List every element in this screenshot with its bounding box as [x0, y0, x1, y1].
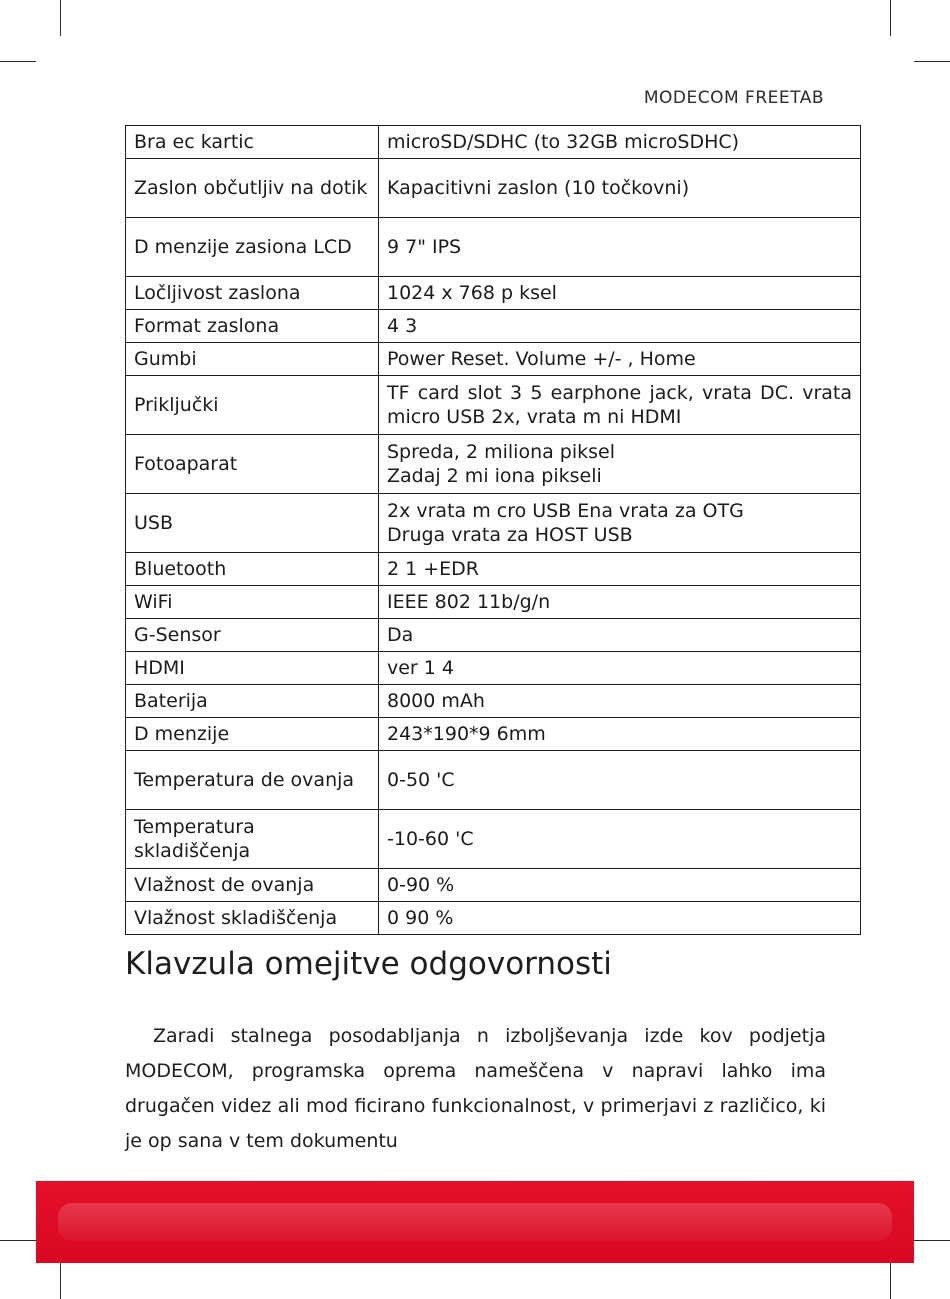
crop-mark-right-top [914, 61, 950, 62]
spec-label: Baterija [126, 685, 379, 718]
footer-band-highlight [58, 1203, 892, 1241]
spec-value-line: Druga vrata za HOST USB [387, 524, 633, 546]
spec-label: Fotoaparat [126, 435, 379, 494]
spec-value: 1024 x 768 p ksel [379, 277, 861, 310]
spec-value-line: Zadaj 2 mi iona pikseli [387, 465, 602, 487]
spec-value: Power Reset. Volume +/- , Home [379, 343, 861, 376]
spec-value: 8000 mAh [379, 685, 861, 718]
spec-value: 9 7" IPS [379, 218, 861, 277]
crop-mark-bottom-left [60, 1263, 61, 1299]
spec-value: 0 90 % [379, 902, 861, 935]
table-row [126, 586, 861, 619]
page-header-title: MODECOM FREETAB [643, 88, 824, 108]
spec-label: Zaslon občutljiv na dotik [126, 159, 379, 218]
table-row [126, 343, 861, 376]
spec-label: WiFi [126, 586, 379, 619]
table-row [126, 277, 861, 310]
spec-value-line: 2x vrata m cro USB Ena vrata za OTG [387, 500, 744, 522]
table-row [126, 553, 861, 586]
spec-label: HDMI [126, 652, 379, 685]
table-row [126, 652, 861, 685]
table-row [126, 902, 861, 935]
spec-label: Ločljivost zaslona [126, 277, 379, 310]
spec-table [125, 125, 861, 935]
table-row [126, 376, 861, 435]
crop-mark-bottom-right [890, 1263, 891, 1299]
spec-value: TF card slot 3 5 earphone jack, vrata DC. vrata micro USB 2x, vrata m ni HDMI [379, 376, 861, 435]
table-row [126, 869, 861, 902]
spec-label: Gumbi [126, 343, 379, 376]
table-row [126, 494, 861, 553]
spec-value: microSD/SDHC (to 32GB microSDHC) [379, 126, 861, 159]
spec-value: 0-90 % [379, 869, 861, 902]
table-row [126, 685, 861, 718]
spec-label: D menzije [126, 718, 379, 751]
spec-value: ver 1 4 [379, 652, 861, 685]
crop-mark-left-top [0, 61, 36, 62]
spec-value: Kapacitivni zaslon (10 točkovni) [379, 159, 861, 218]
table-row [126, 126, 861, 159]
crop-mark-top-left [60, 0, 61, 36]
spec-label: G-Sensor [126, 619, 379, 652]
spec-value: 4 3 [379, 310, 861, 343]
table-row [126, 159, 861, 218]
spec-label: Bluetooth [126, 553, 379, 586]
footer-band [36, 1181, 914, 1263]
spec-label: Temperatura de ovanja [126, 751, 379, 810]
spec-label: Vlažnost skladiščenja [126, 902, 379, 935]
spec-value [379, 435, 861, 494]
table-row [126, 751, 861, 810]
table-row [126, 435, 861, 494]
spec-label: D menzije zasiona LCD [126, 218, 379, 277]
spec-label: USB [126, 494, 379, 553]
table-row [126, 310, 861, 343]
spec-label: Format zaslona [126, 310, 379, 343]
section-heading: Klavzula omejitve odgovornosti [125, 946, 612, 982]
crop-mark-left-bottom [0, 1240, 36, 1241]
crop-mark-right-bottom [914, 1240, 950, 1241]
table-row [126, 810, 861, 869]
table-row [126, 718, 861, 751]
table-row [126, 619, 861, 652]
spec-value [379, 494, 861, 553]
spec-value-line: Spreda, 2 miliona piksel [387, 441, 616, 463]
disclaimer-paragraph: Zaradi stalnega posodabljanja n izboljševanja izde kov podjetja MODECOM, programska oprema nameščena v napravi lahko ima drugačen videz ali mod ficirano funkcionalnost, v primerjavi z različico, ki je op sana v tem dokumentu [125, 1025, 826, 1152]
spec-value: -10-60 'C [379, 810, 861, 869]
spec-value: IEEE 802 11b/g/n [379, 586, 861, 619]
spec-value: 0-50 'C [379, 751, 861, 810]
table-row [126, 218, 861, 277]
spec-label: Vlažnost de ovanja [126, 869, 379, 902]
spec-value: Da [379, 619, 861, 652]
spec-label: Temperatura skladiščenja [126, 810, 379, 869]
spec-value: 243*190*9 6mm [379, 718, 861, 751]
spec-label: Bra ec kartic [126, 126, 379, 159]
spec-label: Priključki [126, 376, 379, 435]
spec-value: 2 1 +EDR [379, 553, 861, 586]
crop-mark-top-right [890, 0, 891, 36]
